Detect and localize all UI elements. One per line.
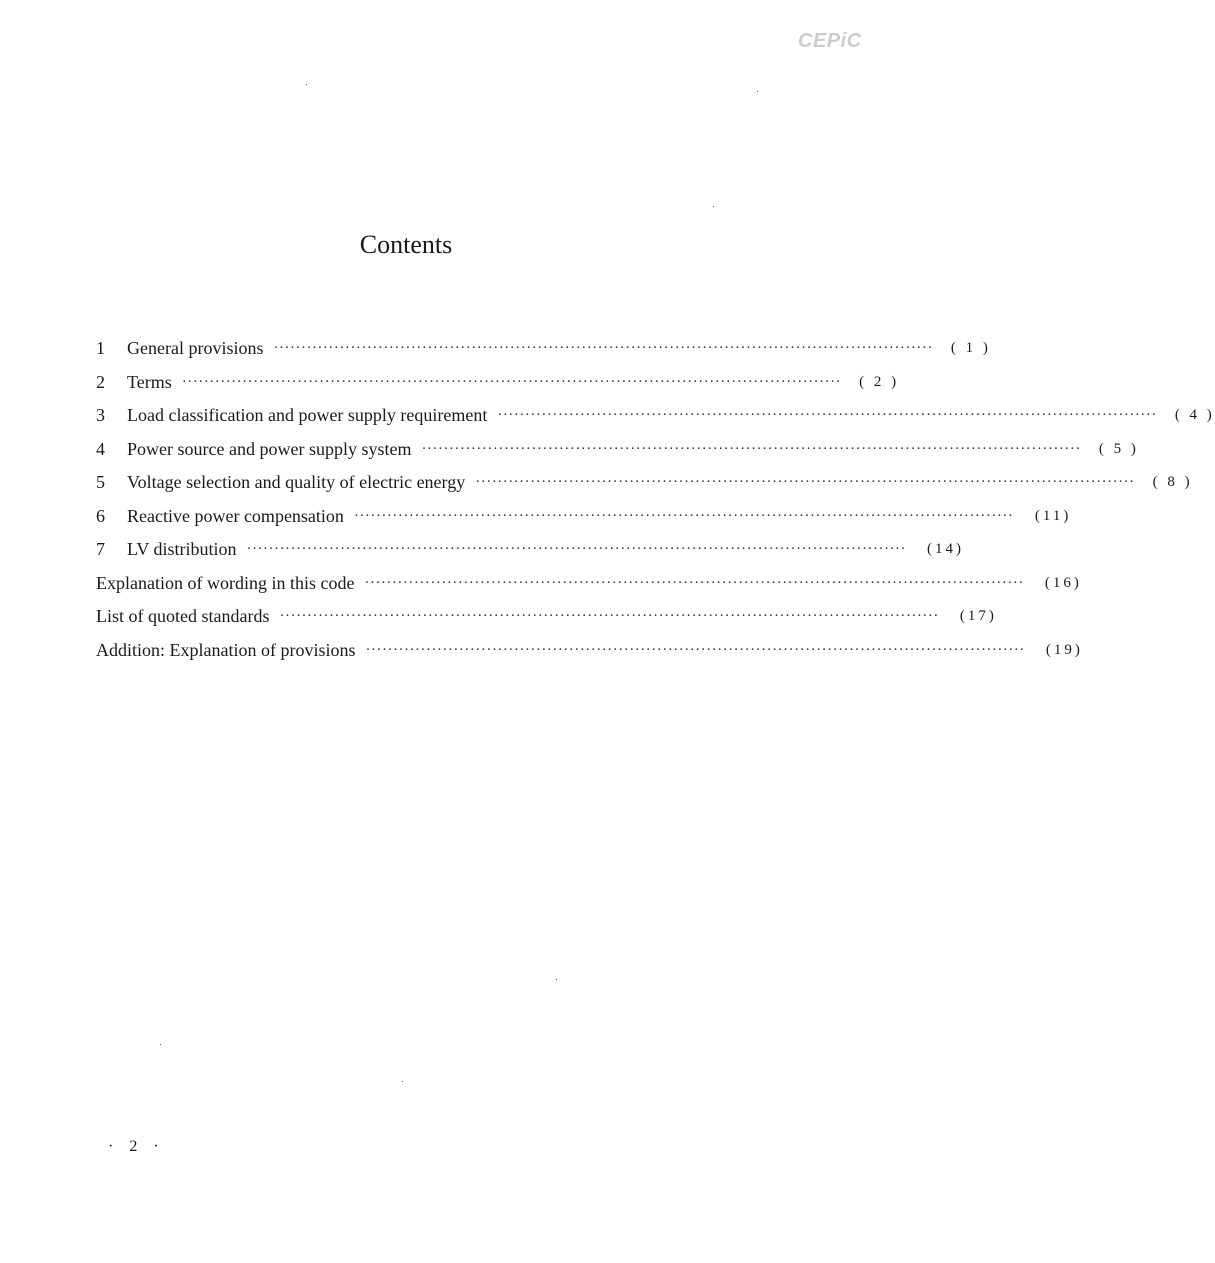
toc-entry-label: Load classification and power supply requirement — [127, 405, 488, 426]
toc-entry-number: 1 — [96, 338, 105, 359]
cepic-logo: CEPiC — [798, 30, 862, 52]
toc-leader-dots: ························································································································ — [273, 340, 933, 357]
toc-entry-label: Voltage selection and quality of electric energy — [127, 472, 466, 493]
scan-speck — [556, 979, 557, 980]
scan-speck — [713, 206, 714, 207]
toc-entry — [96, 366, 900, 400]
scan-speck — [306, 84, 307, 85]
toc-leader-dots: ························································································································ — [364, 574, 1024, 591]
toc-entry-number: 2 — [96, 371, 105, 392]
toc-entry — [96, 600, 997, 634]
toc-entry-label: General provisions — [127, 338, 264, 359]
table-of-contents — [96, 332, 1215, 667]
toc-entry — [96, 500, 1072, 534]
toc-entry-number: 6 — [96, 505, 105, 526]
scan-speck — [160, 1044, 161, 1045]
toc-entry-label: Explanation of wording in this code — [96, 572, 355, 593]
toc-leader-dots: ························································································································ — [497, 407, 1157, 424]
toc-entry-label: Terms — [127, 371, 172, 392]
toc-entry-page: ( 4 ) — [1174, 407, 1215, 424]
toc-leader-dots: ························································································································ — [475, 474, 1135, 491]
toc-entry — [96, 634, 1083, 668]
toc-entry-page: ( 5 ) — [1098, 440, 1139, 457]
toc-entry — [96, 567, 1082, 601]
toc-leader-dots: ························································································································ — [365, 641, 1025, 658]
toc-entry-label: List of quoted standards — [96, 606, 270, 627]
toc-entry-page: (11) — [1034, 507, 1072, 524]
toc-entry-page: ( 1 ) — [950, 340, 991, 357]
toc-entry-label: Addition: Explanation of provisions — [96, 639, 356, 660]
toc-entry-page: (19) — [1045, 641, 1083, 658]
toc-leader-dots: ························································································································ — [181, 373, 842, 390]
toc-entry-number: 4 — [96, 438, 105, 459]
scan-speck — [757, 91, 758, 92]
toc-entry-page: ( 8 ) — [1152, 474, 1193, 491]
toc-leader-dots: ························································································································ — [246, 541, 906, 558]
toc-entry — [96, 399, 1215, 433]
toc-entry — [96, 433, 1139, 467]
toc-entry-page: (14) — [926, 541, 964, 558]
page-title: Contents — [359, 230, 453, 259]
toc-entry — [96, 466, 1193, 500]
toc-entry-page: ( 2 ) — [859, 373, 900, 390]
toc-entry-number: 3 — [96, 405, 105, 426]
toc-entry-label: Reactive power compensation — [127, 505, 344, 526]
toc-leader-dots: ························································································································ — [353, 507, 1014, 524]
toc-entry-number: 5 — [96, 472, 105, 493]
toc-entry-label: Power source and power supply system — [127, 438, 412, 459]
page-number: · 2 · — [108, 1138, 165, 1155]
toc-entry-page: (17) — [959, 608, 997, 625]
toc-entry-number: 7 — [96, 539, 105, 560]
toc-leader-dots: ························································································································ — [279, 608, 939, 625]
scan-speck — [402, 1081, 403, 1082]
toc-entry — [96, 533, 964, 567]
toc-leader-dots: ························································································································ — [421, 440, 1081, 457]
toc-entry — [96, 332, 991, 366]
toc-entry-page: (16) — [1044, 574, 1082, 591]
toc-entry-label: LV distribution — [127, 539, 237, 560]
